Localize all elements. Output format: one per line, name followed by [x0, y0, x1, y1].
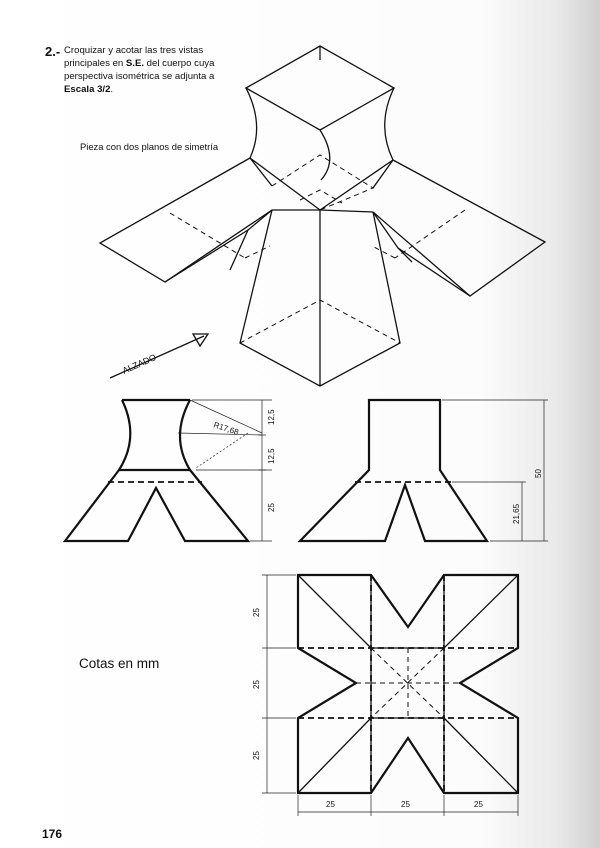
front-dimension-middle: 12,5 — [267, 448, 276, 464]
units-note: Cotas en mm — [79, 656, 160, 671]
view-direction-arrow — [110, 334, 208, 378]
exercise-statement: Croquizar y acotar las tres vistas principales en S.E. del cuerpo cuya perspectiva isométrica se adjunta a Escala 3/2. — [64, 45, 215, 95]
direction-label: ALZADO — [120, 352, 158, 376]
exercise-number: 2.- — [45, 44, 61, 59]
plan-dimension-h-left: 25 — [326, 800, 335, 809]
front-view — [65, 400, 276, 541]
isometric-perspective — [100, 46, 545, 386]
side-view — [300, 400, 548, 541]
plan-view — [252, 575, 518, 816]
plan-dimension-v-mid: 25 — [252, 680, 261, 689]
plan-dimension-h-mid: 25 — [401, 800, 410, 809]
plan-dimension-v-top: 25 — [252, 608, 261, 617]
side-dimension-total: 50 — [534, 469, 543, 478]
front-radius-dimension: R17,68 — [212, 420, 240, 437]
page-number: 176 — [42, 827, 63, 841]
plan-dimension-v-bottom: 25 — [252, 751, 261, 760]
symmetry-note: Pieza con dos planos de simetría — [80, 141, 219, 152]
front-dimension-top: 12,5 — [267, 409, 276, 425]
front-dimension-bottom: 25 — [267, 503, 276, 512]
plan-dimension-h-right: 25 — [474, 800, 483, 809]
side-dimension-lower: 21,65 — [512, 503, 521, 524]
